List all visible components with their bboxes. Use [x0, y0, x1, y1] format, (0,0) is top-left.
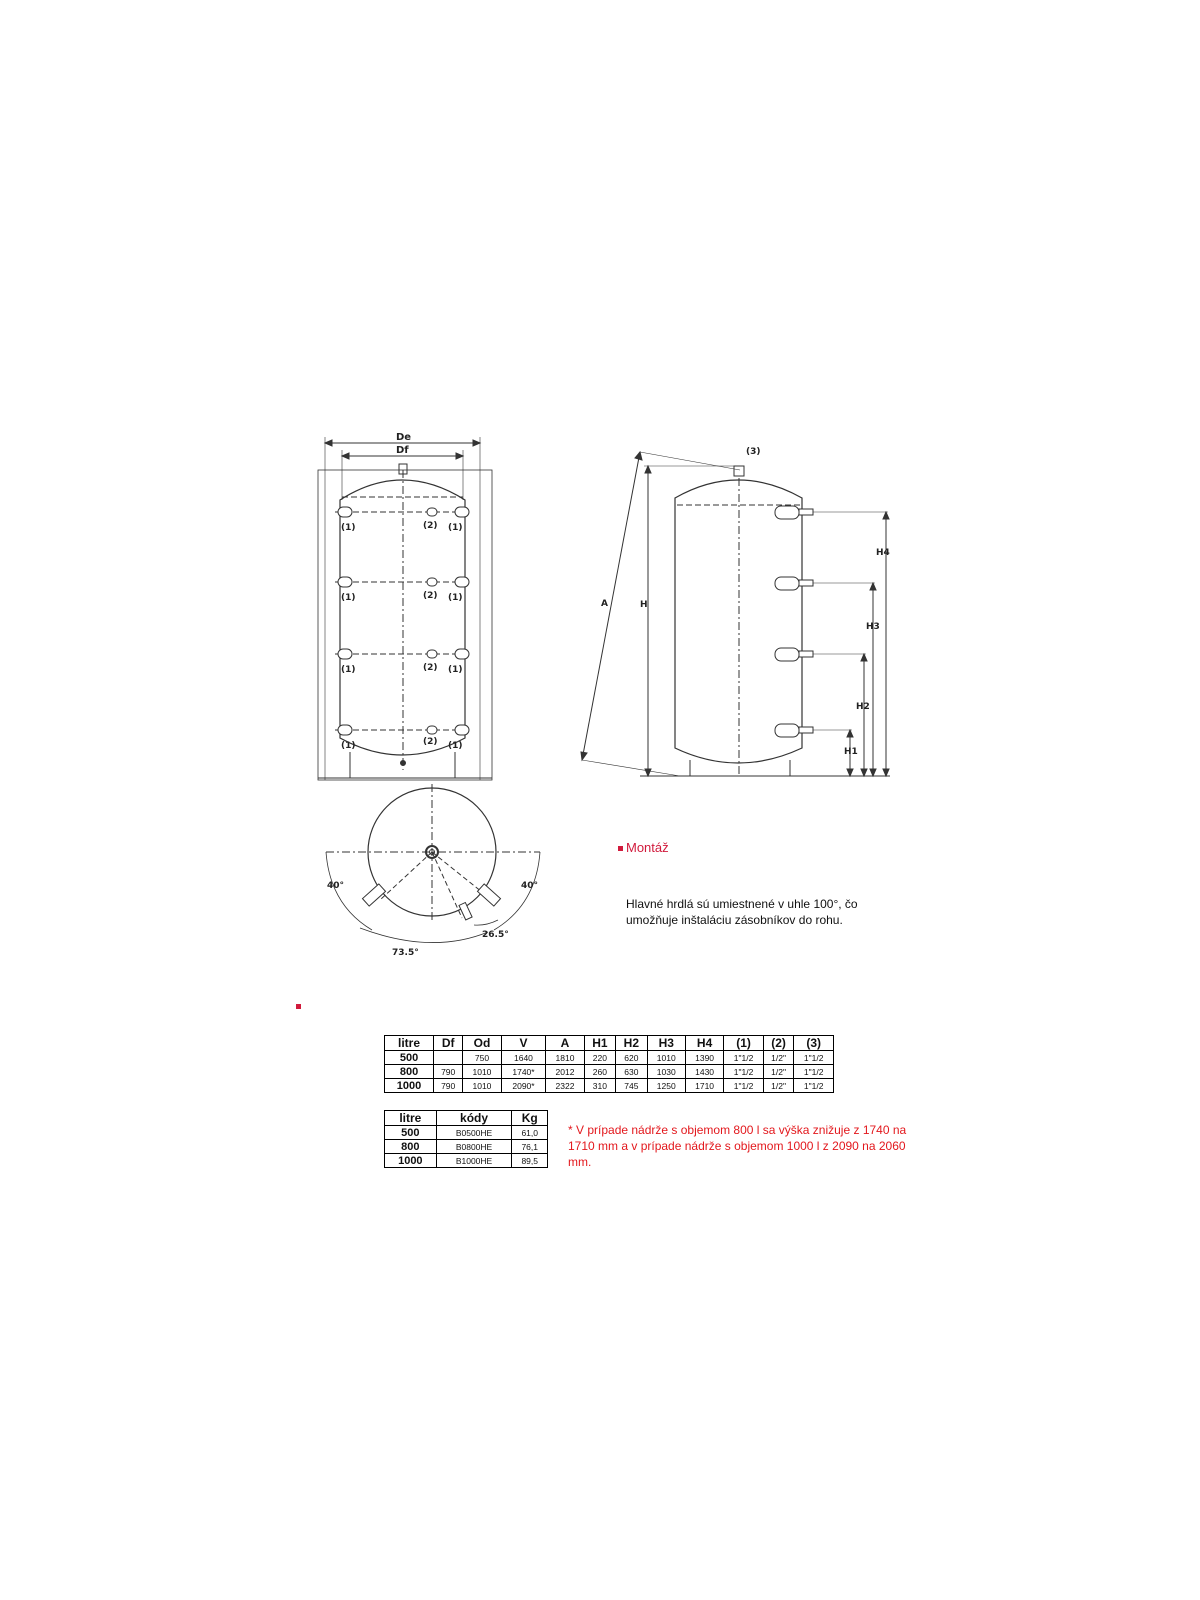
table-cell: 1/2" [763, 1079, 794, 1093]
label-conn3: (3) [746, 447, 761, 457]
table-cell: 1740* [501, 1065, 546, 1079]
table-header-row [385, 1036, 834, 1051]
column-header: H2 [616, 1036, 647, 1051]
table-cell: 1/2" [763, 1051, 794, 1065]
label-h2: H2 [856, 702, 870, 712]
table-cell: 89,5 [512, 1154, 548, 1168]
column-header: H1 [584, 1036, 615, 1051]
row-header-cell: 500 [385, 1051, 434, 1065]
column-header: Od [463, 1036, 501, 1051]
table-cell: 1"1/2 [794, 1079, 834, 1093]
table-row [385, 1051, 834, 1065]
table-row [385, 1065, 834, 1079]
table-cell: 310 [584, 1079, 615, 1093]
table-cell: 790 [434, 1079, 463, 1093]
table-row [385, 1079, 834, 1093]
table-cell: 1250 [647, 1079, 685, 1093]
label-conn1: (1) [341, 523, 356, 533]
table-cell: 1030 [647, 1065, 685, 1079]
label-angle-left: 40° [327, 881, 345, 891]
table-cell: 1710 [685, 1079, 723, 1093]
label-conn2: (2) [423, 591, 438, 601]
table-cell: 260 [584, 1065, 615, 1079]
table-cell: B0500HE [436, 1126, 512, 1140]
table-cell: 1010 [463, 1065, 501, 1079]
column-header: V [501, 1036, 546, 1051]
column-header: Kg [512, 1111, 548, 1126]
row-header-cell: 800 [385, 1140, 437, 1154]
table-cell: 1/2" [763, 1065, 794, 1079]
table-row [385, 1140, 548, 1154]
label-conn1: (1) [341, 665, 356, 675]
table-cell: 1"1/2 [724, 1051, 764, 1065]
table-cell: 750 [463, 1051, 501, 1065]
table-cell: B1000HE [436, 1154, 512, 1168]
label-angle-small: 26.5° [482, 930, 509, 940]
table-cell: 790 [434, 1065, 463, 1079]
label-conn1: (1) [341, 593, 356, 603]
label-angle-right: 40° [521, 881, 539, 891]
column-header: litre [385, 1111, 437, 1126]
table-cell: 1010 [647, 1051, 685, 1065]
row-header-cell: 800 [385, 1065, 434, 1079]
label-conn2: (2) [423, 737, 438, 747]
label-conn1: (1) [448, 665, 463, 675]
label-a: A [601, 599, 608, 609]
table-cell: 61,0 [512, 1126, 548, 1140]
row-header-cell: 1000 [385, 1079, 434, 1093]
label-angle-bottom: 73.5° [392, 948, 419, 958]
label-df: Df [396, 445, 409, 456]
row-header-cell: 500 [385, 1126, 437, 1140]
table-cell: 220 [584, 1051, 615, 1065]
dimensions-table [384, 1035, 834, 1093]
bullet-square-icon [618, 846, 623, 851]
table-cell: 1"1/2 [724, 1079, 764, 1093]
label-conn2: (2) [423, 521, 438, 531]
column-header: (1) [724, 1036, 764, 1051]
label-h: H [640, 600, 648, 610]
label-h4: H4 [876, 548, 890, 558]
column-header: kódy [436, 1111, 512, 1126]
column-header: litre [385, 1036, 434, 1051]
table-cell: 630 [616, 1065, 647, 1079]
table-cell: 1"1/2 [794, 1065, 834, 1079]
table-cell: 1"1/2 [724, 1065, 764, 1079]
table-header-row [385, 1111, 548, 1126]
table-cell: 1640 [501, 1051, 546, 1065]
table-cell: 76,1 [512, 1140, 548, 1154]
table-cell: 620 [616, 1051, 647, 1065]
label-h1: H1 [844, 747, 858, 757]
label-conn1: (1) [341, 741, 356, 751]
label-conn2: (2) [423, 663, 438, 673]
table-cell: 2090* [501, 1079, 546, 1093]
bullet-square-icon [296, 1004, 301, 1009]
table-cell: 1010 [463, 1079, 501, 1093]
row-header-cell: 1000 [385, 1154, 437, 1168]
montaz-heading [618, 840, 669, 855]
montaz-description: Hlavné hrdlá sú umiestnené v uhle 100°, čo umožňuje inštaláciu zásobníkov do rohu. [626, 897, 858, 927]
montaz-title: Montáž [626, 840, 669, 855]
label-h3: H3 [866, 622, 880, 632]
codes-table [384, 1110, 548, 1168]
column-header: (3) [794, 1036, 834, 1051]
table-cell: 2012 [546, 1065, 584, 1079]
footnote: * V prípade nádrže s objemom 800 l sa výška znižuje z 1740 na 1710 mm a v prípade nádrže s objemom 1000 l z 2090 na 2060 mm. [568, 1123, 907, 1169]
label-conn1: (1) [448, 523, 463, 533]
table-row [385, 1154, 548, 1168]
table-cell: 2322 [546, 1079, 584, 1093]
column-header: (2) [763, 1036, 794, 1051]
table-cell: 745 [616, 1079, 647, 1093]
column-header: A [546, 1036, 584, 1051]
table-cell: B0800HE [436, 1140, 512, 1154]
table-row [385, 1126, 548, 1140]
column-header: H4 [685, 1036, 723, 1051]
label-conn1: (1) [448, 741, 463, 751]
table-cell [434, 1051, 463, 1065]
table-cell: 1810 [546, 1051, 584, 1065]
table-cell: 1390 [685, 1051, 723, 1065]
label-de: De [396, 432, 412, 443]
label-conn1: (1) [448, 593, 463, 603]
table-cell: 1430 [685, 1065, 723, 1079]
section-bullet [296, 998, 304, 1016]
table-cell: 1"1/2 [794, 1051, 834, 1065]
column-header: H3 [647, 1036, 685, 1051]
column-header: Df [434, 1036, 463, 1051]
